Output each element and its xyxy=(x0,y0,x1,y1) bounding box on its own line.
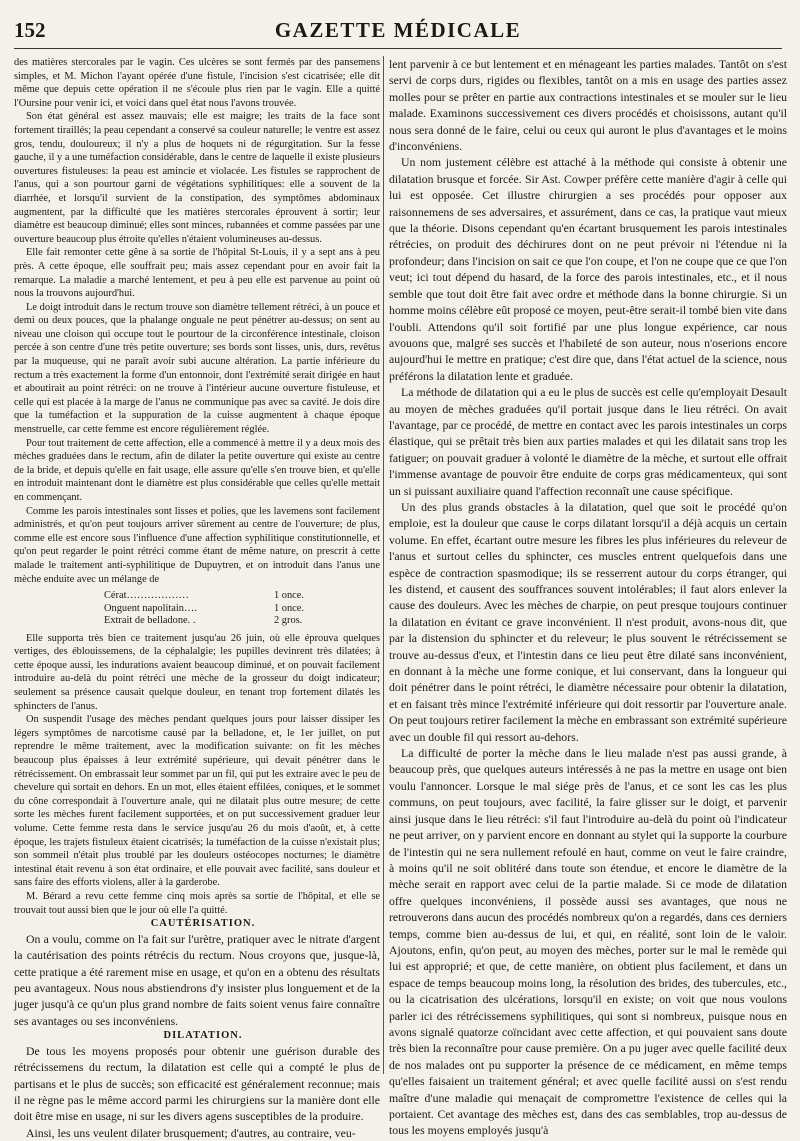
paragraph: M. Bérard a revu cette femme cinq mois après sa sortie de l'hôpital, et elle se trouvait tout aussi bien que le jour où elle l'a quitté. xyxy=(14,890,380,916)
paragraph: Ainsi, les uns veulent dilater brusquement; d'autres, au contraire, veu- xyxy=(26,1125,356,1140)
paragraph: Son état général est assez mauvais; elle est maigre; les traits de la face sont fortement tiraillés; la peau cependant a conservé sa couleur naturelle; le ventre est assez gros, tendu, douloureux; il n'y a plus de hoquets ni de régurgitation. Sur la fesse gauche, il y a une tuméfaction considérable, dans le centre de laquelle il existe plusieurs ouvertures fistuleuses: la peau est amincie et violacée. Les fistules se rapprochent de l'anus, qui a son pourtour garni de végétations syphilitiques: elle a souvent de la diarrhée, et lorsqu'il survient de la constipation, des symptômes abdominaux augmentent, par la difficulté que les matières stercorales éprouvent à sortir; leur diamètre est beaucoup diminué; elles sont minces, rubannées et comme passées par une ouverture beaucoup plus étroite qu'elles n'étaient volumineuses au-dessus. xyxy=(14,111,380,245)
formula-ingredient: Onguent napolitain…. xyxy=(104,602,197,614)
formula-row xyxy=(104,590,380,603)
formula-dose: 1 once. xyxy=(274,590,305,602)
paragraph: On suspendit l'usage des mèches pendant quelques jours pour laisser dissiper les légers symptômes de narcotisme causé par la belladone, et, le 1er juillet, on put reprendre le même traitement, avec la modification suivante: on fit les mèches beaucoup plus épaisses à leur extrémité supérieure, qui devait pénétrer dans le rétrécissement. On embrassait leur sommet par un fil, qui put les extraire avec le peu de chevelure qui sortait en dehors. En un mot, elles étaient effilées, coniques, et le sommet du cône correspondait à l'ouverture anale, qui ne dilatait plus outre mesure; de cette sorte les mèches furent facilement supportées, et on put successivement graduer leur volume. Cette femme resta dans le service jusqu'au 26 du mois d'août, et, à cette époque, les trajets fistuleux étaient cicatrisés; la tuméfaction de la cuisse n'existait plus; son sommeil n'était plus troublé par les douleurs ostéocopes nocturnes; le diamètre intestinal était revenu à son état ordinaire, et elle pouvait avec facilité, sans douleur et sans faire des efforts violens, aller à la garderobe. xyxy=(14,714,380,889)
paragraph: Le doigt introduit dans le rectum trouve son diamètre tellement rétréci, à un pouce et demi ou deux pouces, que la phalange onguale ne peut pénétrer au-dessus; on sent au niveau une cloison qui occupe tout le pourtour de la circonférence intestinale, cloison percée à son centre d'une très petite ouverture; ses bords sont lisses, unis, durs, revêtus par la muqueuse, qui ne paraît avoir subi aucune altération. La partie inférieure du rectum a très exactement la forme d'un entonnoir, dont l'extrémité serait dirigée en haut et aboutirait au point rétréci: on ne trouve à l'intérieur aucune ouverture fistuleuse, et celle qui est placée à la marge de l'anus ne communique pas avec sa cavité. Je dois dire que la tuméfaction et la suppuration de la cuisse augmentent à chaque époque menstruelle, car cette femme est encore régulièrement réglée. xyxy=(14,301,380,436)
formula-ingredient: Cérat……………… xyxy=(104,590,189,602)
paragraph: De tous les moyens proposés pour obtenir une guérison durable des rétrécissemens du rectum, la dilatation est celle qui a compté le plus de partisans et le plus de succès; son efficacité est généralement reconnue; mais il ne règne pas le même accord parmi les chirurgiens sur la manière dont elle doit être mise en usage, ni sur les divers agens susceptibles de la produire. xyxy=(14,1043,380,1124)
paragraph: Pour tout traitement de cette affection, elle a commencé à mettre il y a deux mois des mèches graduées dans le rectum, afin de dilater la petite ouverture qui existe au centre de la bride, et depuis qu'elle en fait usage, elle assure qu'elle s'en trouve bien, et qu'elle en introduit maintenant dont le diamètre est plus considérable que celles qu'elle mettait en commençant. xyxy=(14,437,380,503)
left-column xyxy=(14,56,380,1140)
paragraph: On a voulu, comme on l'a fait sur l'urètre, pratiquer avec le nitrate d'argent la cautérisation des points rétrécis du rectum. Nous croyons que, jusque-là, cette pratique a été rarement mise en usage, et qu'on en a obtenu des résultats peu avantageux. Nous nous abstiendrons d'y insister plus longuement et de la juger jusqu'à ce qu'un plus grand nombre de faits soient venus faire connaître ses avantages ou ses inconvéniens. xyxy=(14,931,380,1028)
section-heading-cauterisation: CAUTÉRISATION. xyxy=(150,918,256,930)
paragraph: Un des plus grands obstacles à la dilatation, quel que soit le procédé qu'on emploie, est la douleur que cause le corps dilatant lorsqu'il a déjà acquis un certain volume. En effet, écartant outre mesure les fibres les plus inférieures du releveur de l'anus et surtout celles du sphincter, ces muscles entrent quelquefois dans une espèce de contraction spasmodique; ils se resserrent autour du corps étranger, qui les distend, et causent des souffrances souvent intolérables; il faut alors enlever la cause des douleurs. Avec les mèches de charpie, on peut presque toujours continuer la dilatation en évitant ce grave inconvénient. Il n'est produit, avons-nous dit, que par la distension du sphincter et du releveur; le plus souvent le rétrécissement se trouve au-dessus d'eux, et l'intestin dans ce lieu peut être dilaté sans inconvénient, en donnant à la mèche une forme conique, et lui conservant, dans la longueur qui doit pénétrer dans le point rétréci, le diamètre nécessaire pour obtenir la dilatation, et en faisant très mince l'extrémité inférieure qui doit ressortir par l'ouverture anale. On peut toujours retirer facilement la mèche en embrassant son extrémité supérieure avec un double fil qui ressort au-dehors. xyxy=(389,499,787,744)
section-heading-dilatation: DILATATION. xyxy=(163,1030,243,1042)
page-header xyxy=(14,18,782,49)
right-column xyxy=(389,56,788,1138)
formula-dose: 2 gros. xyxy=(274,615,303,627)
paragraph: lent parvenir à ce but lentement et en ménageant les parties malades. Tantôt on s'est servi de corps durs, rigides ou flexibles, tantôt on a mis en usage des parties assez molles pour se prêter en partie aux contractions intestinales et se mouler sur le lieu malade. Examinons successivement ces divers procédés et choisissons, autant qu'il nous sera donné de le faire, celui ou ceux qui auront le plus d'avantages et le moins d'inconvéniens. xyxy=(389,57,787,154)
column-divider xyxy=(383,56,384,1074)
formula-row xyxy=(104,615,380,628)
paragraph: Elle supporta très bien ce traitement jusqu'au 26 juin, où elle éprouva quelques vertiges, des éblouissemens, de la céphalalgie; les pupilles devinrent très dilatées; à cette époque aussi, les indurations avaient beaucoup diminué, et on pouvait facilement introduire au-delà du point rétréci une mèche de la grosseur du doigt indicateur; seulement sa présence causait quelque douleur, en tenant trop fortement dilatés les sphincters de l'anus. xyxy=(14,632,380,712)
prescription-formula xyxy=(104,590,380,628)
paragraph: Comme les parois intestinales sont lisses et polies, que les lavemens sont facilement administrés, et qu'on peut toujours arriver sûrement au centre de l'ouverture; de plus, comme elle est encore sous l'influence d'une affection syphilitique constitutionnelle, et qu'on peut regarder le point rétréci comme étant de même nature, on prescrit à cette malade le traitement anti-syphilitique de Dupuytren, et on introduit dans l'anus une mèche enduite avec un mélange de xyxy=(14,505,380,585)
paragraph: Elle fait remonter cette gêne à sa sortie de l'hôpital St-Louis, il y a sept ans à peu près. A cette époque, elle souffrait peu; mais assez cependant pour en avoir fait la remarque. La maladie a marché lentement, et peu à peu elle est parvenue au point où nous la trouvons aujourd'hui. xyxy=(14,247,380,300)
formula-ingredient: Extrait de belladone. . xyxy=(104,615,196,627)
page-number: 152 xyxy=(14,18,46,42)
formula-dose: 1 once. xyxy=(274,602,305,614)
paragraph: La méthode de dilatation qui a eu le plus de succès est celle qu'employait Desault au moyen de mèches graduées qu'il portait jusque dans le lieu rétréci. On avait l'avantage, par ce procédé, de mettre en contact avec les parois intestinales un corps élastique, qui se prêtait très bien aux parties malades et qui les dilatait sans trop les fatiguer; on pouvait graduer à volonté le diamètre de la mèche, et surtout elle offrait l'immense avantage de pouvoir être enduite de corps gras médicamenteux, qui sont un si puissant auxiliaire quand l'affection reconnaît une cause spécifique. xyxy=(389,385,787,498)
paragraph: La difficulté de porter la mèche dans le lieu malade n'est pas aussi grande, à beaucoup près, que quelques auteurs intéressés à ne pas la mettre en usage ont bien voulu l'annoncer. Lorsque le mal siége près de l'anus, et ce sont les cas les plus communs, on peut toujours, avec facilité, la faire glisser sur le doigt, et parvenir ainsi jusque dans le lieu rétréci: s'il faut l'introduire au-delà du point où l'indicateur ne peut arriver, on y parvient encore en donnant au stylet qui la supporte la courbure de l'intestin qui ne sera nullement refoulé en haut, comme on veut le faire craindre, à moins qu'il ne soit oblitéré dans toute son étendue, et encore le diamètre de la mèche serait en rapport avec celui de la partie malade. Si ce mode de dilatation offre quelques inconvéniens, il possède aussi ses avantages, que nous ne retrouverons dans aucun des procédés nombreux qu'on a regardés, dans ces derniers temps, comme bien au-dessus de lui, et qui, en réalité, sont loin de le valoir. Ajoutons, enfin, qu'on peut, au moyen des mèches, porter sur le mal le remède qui lui est approprié; et que, de cette manière, on obtient plus facilement, et dans un espace de temps beaucoup moins long, la résolution des brides, des tubercules, etc., ou la cicatrisation des ulcérations, lorsqu'il en existe; on voit que nous voulons parler ici des rétrécissemens syphilitiques, qui sont si nombreux, puisque nous en avons signalé quatorze coïncidant avec cette affection, et qui pouvaient sans doute très bien la reconnaître pour cause première. On a pu juger avec quelle facilité deux de nos malades ont pu supporter la présence de ce médicament, en même temps qu'elles faisaient un traitement général; et avec quelle facilité aussi on s'est rendu maître d'une maladie qui menaçait de compromettre l'existence de celles qui la portaient. Cet avantage des mèches est, dans des cas semblables, trop au-dessus de tous les moyens employés jusqu'à xyxy=(389,746,787,1138)
paragraph: des matières stercorales par le vagin. Ces ulcères se sont fermés par des pansemens simples, et M. Michon l'ayant opérée d'une fistule, l'incision s'est cicatrisée; elle dit même que depuis cette opération il ne s'écoule plus rien par le vagin. Elle a quitté l'Oursine pour venir ici, et voici dans quel état nous l'avons trouvée. xyxy=(14,57,380,109)
paragraph: Un nom justement célèbre est attaché à la méthode qui consiste à obtenir une dilatation brusque et forcée. Sir Ast. Cowper préfère cette manière d'agir à celle qui lui est opposée. Cet illustre chirurgien a ses procédés pour opposer aux raisonnemens de ses adversaires, et assurément, dans ce cas, la pratique vaut mieux que la théorie. Disons cependant qu'en écartant brusquement les parois intestinales rétrécies, on produit des déchirures dont on ne peut prévoir ni l'étendue ni la profondeur; dans l'incision on sait ce que l'on coupe, et l'on ne coupe que ce que l'on veut; ici tout dépend du hasard, de la force des parois intestinales, etc., et il nous semble que tout doit être fait avec ordre et méthode dans la bonne chirurgie. Si un homme moins célèbre eût proposé ce moyen, peut-être serait-il tombé bien vite dans l'oubli. Attendons qu'il soit fortifié par une plus longue expérience, car nous avouons que, malgré ses succès et l'habileté de son auteur, nous n'oserions encore aujourd'hui le mettre en pratique; c'est dire que, dans l'état actuel de la science, nous préférons la dilatation lente et graduée. xyxy=(389,155,788,383)
masthead-title: GAZETTE MÉDICALE xyxy=(274,18,522,42)
formula-row xyxy=(104,603,380,616)
